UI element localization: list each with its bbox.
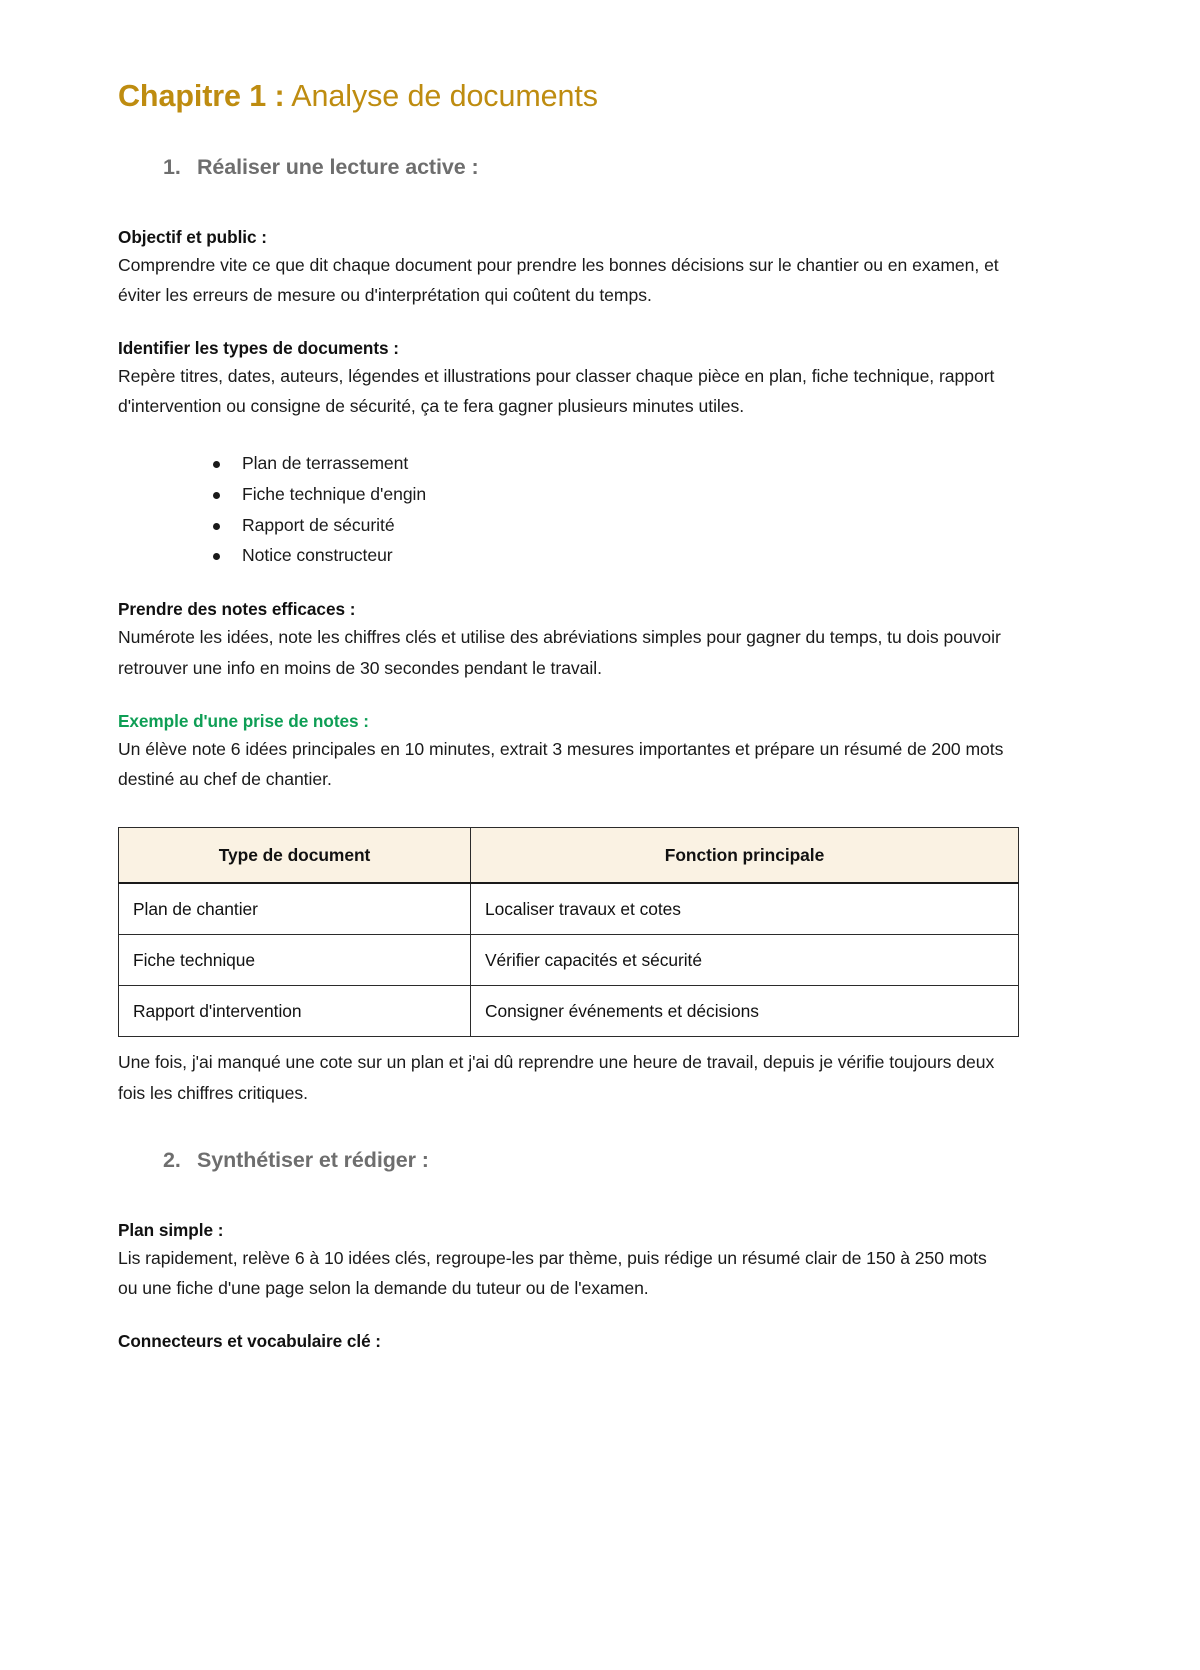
- table-cell-function: Consigner événements et décisions: [471, 986, 1019, 1037]
- block-connecteurs: [118, 1331, 1082, 1352]
- section-title-1: Réaliser une lecture active :: [197, 154, 479, 179]
- subheading-connecteurs: Connecteurs et vocabulaire clé :: [118, 1331, 381, 1352]
- section-number-1: 1.: [163, 154, 181, 179]
- subheading-exemple: Exemple d'une prise de notes :: [118, 710, 369, 731]
- page-title: [118, 78, 1082, 115]
- document-function-table: [118, 827, 1019, 1037]
- block-notes: [118, 599, 1082, 683]
- section-heading-2: [163, 1148, 1082, 1173]
- table-cell-type: Fiche technique: [119, 935, 471, 986]
- table-header-row: [119, 828, 1019, 884]
- table-column-header: Type de document: [119, 828, 471, 884]
- table-cell-type: Plan de chantier: [119, 883, 471, 935]
- paragraph-plan-simple: Lis rapidement, relève 6 à 10 idées clés, regroupe-les par thème, puis rédige un résumé clair de 150 à 250 mots ou une fiche d'une page selon la demande du tuteur ou de l'examen.: [118, 1247, 987, 1299]
- chapter-label: Chapitre 1 :: [118, 79, 285, 113]
- section-title-2: Synthétiser et rédiger :: [197, 1147, 429, 1172]
- paragraph-exemple: Un élève note 6 idées principales en 10 minutes, extrait 3 mesures importantes et prépare un résumé de 200 mots destiné au chef de chantier.: [118, 738, 1004, 790]
- paragraph-after-table: Une fois, j'ai manqué une cote sur un plan et j'ai dû reprendre une heure de travail, depuis je vérifie toujours deux fois les chiffres critiques.: [118, 1052, 995, 1103]
- table-row: [119, 883, 1019, 935]
- list-item: Notice constructeur: [210, 540, 1082, 571]
- table-row: [119, 986, 1019, 1037]
- paragraph-identifier: Repère titres, dates, auteurs, légendes et illustrations pour classer chaque pièce en plan, fiche technique, rapport d'intervention ou consigne de sécurité, ça te fera gagner plusieurs minutes utiles.: [118, 366, 995, 417]
- block-plan-simple: [118, 1220, 1082, 1304]
- chapter-title-text: Analyse de documents: [291, 79, 598, 113]
- table-cell-function: Vérifier capacités et sécurité: [471, 935, 1019, 986]
- table-row: [119, 935, 1019, 986]
- list-item: Rapport de sécurité: [210, 510, 1082, 541]
- document-type-list: [118, 448, 1082, 572]
- paragraph-objectif: Comprendre vite ce que dit chaque document pour prendre les bonnes décisions sur le chantier ou en examen, et éviter les erreurs de mesure ou d'interprétation qui coûtent du temps.: [118, 254, 999, 305]
- section-number-2: 2.: [163, 1147, 181, 1172]
- block-identifier: [118, 338, 1082, 422]
- list-item: Fiche technique d'engin: [210, 479, 1082, 510]
- subheading-notes: Prendre des notes efficaces :: [118, 599, 356, 620]
- subheading-plan-simple: Plan simple :: [118, 1219, 224, 1240]
- block-exemple: [118, 711, 1082, 795]
- list-item: Plan de terrassement: [210, 448, 1082, 479]
- table-cell-type: Rapport d'intervention: [119, 986, 471, 1037]
- table-column-header: Fonction principale: [471, 828, 1019, 884]
- table-cell-function: Localiser travaux et cotes: [471, 883, 1019, 935]
- subheading-objectif: Objectif et public :: [118, 226, 267, 247]
- subheading-identifier: Identifier les types de documents :: [118, 338, 399, 359]
- section-heading-1: [163, 155, 1082, 180]
- paragraph-notes: Numérote les idées, note les chiffres clés et utilise des abréviations simples pour gagner du temps, tu dois pouvoir retrouver une info en moins de 30 secondes pendant le travail.: [118, 627, 1001, 678]
- block-objectif: [118, 227, 1082, 311]
